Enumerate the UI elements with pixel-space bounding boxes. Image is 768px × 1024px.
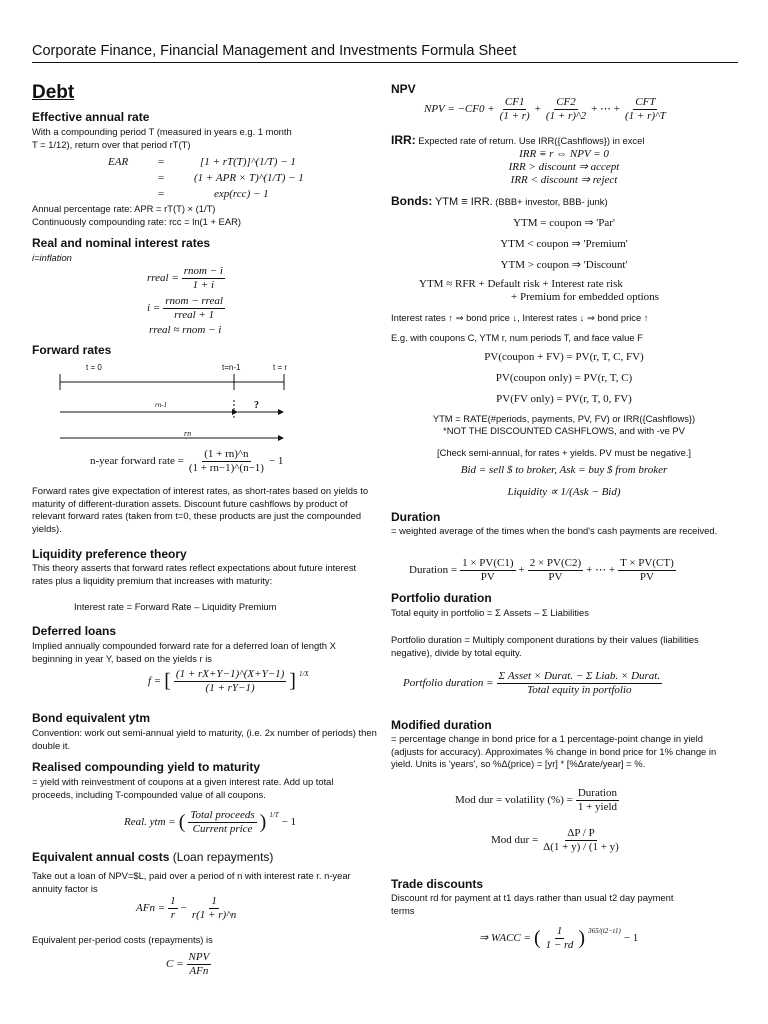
- real-rate-eq: [147, 265, 225, 292]
- portfolio-equity-line: Total equity in portfolio = Σ Assets – Σ Liabilities: [391, 607, 589, 618]
- portfolio-eq: [403, 670, 662, 697]
- irr-heading: IRR:: [391, 133, 416, 147]
- inflation-eq: [147, 295, 225, 322]
- eac-desc-2: Equivalent per-period costs (repayments) is: [32, 934, 213, 945]
- trade-desc: Discount rd for payment at t1 days rather than usual t2 day payment terms: [391, 892, 674, 916]
- bey-heading: Bond equivalent ytm: [32, 711, 151, 725]
- npv-lhs: NPV = −CF0 +: [424, 103, 495, 115]
- annuity-b-den: r(1 + r)^n: [191, 909, 237, 921]
- eac-desc: Take out a loan of NPV=$L, paid over a period of n with interest rate r. n-year annuity factor is: [32, 870, 351, 894]
- inflation-lhs: i =: [147, 302, 161, 314]
- wacc-exponent: 365/(t2−t1): [588, 927, 621, 935]
- duration-heading: Duration: [391, 510, 441, 524]
- forward-heading: Forward rates: [32, 343, 112, 357]
- mod-dur-1-fraction: [576, 787, 619, 814]
- eac-heading-tail: (Loan repayments): [169, 850, 274, 864]
- realised-tail: − 1: [281, 816, 297, 828]
- annuity-b-num: 1: [211, 895, 217, 907]
- forward-rate-num: (1 + rn)^n: [204, 448, 249, 460]
- annuity-a-num: 1: [170, 895, 176, 907]
- duration-t2-num: 2 × PV(C2): [529, 557, 582, 569]
- bonds-heading-tail: YTM ≡ IRR.: [434, 196, 493, 208]
- inflation-note: i=inflation: [32, 252, 72, 263]
- realised-exponent: 1/T: [269, 811, 279, 819]
- npv-dots: + ⋯ +: [591, 103, 620, 115]
- ear-heading: Effective annual rate: [32, 110, 150, 124]
- npv-t2-den: (1 + r)^2: [545, 110, 587, 122]
- rn1-arrowhead: [232, 409, 238, 415]
- mod-dur-1-den: 1 + yield: [577, 801, 618, 813]
- annuity-eq: [136, 895, 238, 922]
- ytm-risk-1: YTM ≈ RFR + Default risk + Interest rate risk: [419, 278, 623, 290]
- deferred-den: (1 + rY−1): [205, 682, 255, 694]
- wacc-tail: − 1: [623, 932, 639, 944]
- annuity-a-den: r: [170, 909, 176, 921]
- eac-heading-main: Equivalent annual costs: [32, 850, 170, 864]
- ytm-rate-line: YTM = RATE(#periods, payments, PV, FV) or IRR({Cashflows}): [432, 413, 696, 424]
- coupon-example-line: E.g. with coupons C, YTM r, num periods T, and face value F: [391, 332, 643, 343]
- interest-rate-line: Interest rates ↑ ⇒ bond price ↓, Interest rates ↓ ⇒ bond price ↑: [391, 312, 649, 323]
- realised-fraction: [188, 809, 256, 836]
- npv-t2-num: CF2: [556, 96, 576, 108]
- deferred-heading: Deferred loans: [32, 624, 117, 638]
- forward-rate-eq: [90, 448, 283, 475]
- repayment-den: AFn: [189, 965, 209, 977]
- inflation-den: rreal + 1: [174, 309, 215, 321]
- ear-eq-sign-2: =: [158, 172, 165, 184]
- ear-text-1: With a compounding period T (measured in years e.g. 1 month: [32, 126, 292, 137]
- irr-line: [391, 134, 737, 148]
- mod-dur-2-den: Δ(1 + y) / (1 + y): [543, 841, 619, 853]
- deferred-eq: [148, 668, 309, 695]
- npv-term-2: [544, 96, 588, 123]
- repayment-fraction: [187, 951, 212, 978]
- portfolio-lhs: Portfolio duration =: [403, 677, 494, 689]
- annuity-minus: −: [180, 902, 187, 914]
- ear-lhs: EAR: [108, 156, 129, 168]
- wacc-paren-open: (: [533, 927, 541, 949]
- forward-rate-label: n-year forward rate =: [90, 455, 184, 467]
- irr-rule-2: IRR > discount ⇒ accept: [508, 161, 620, 173]
- forward-timeline-diagram: [32, 370, 377, 460]
- forward-rate-den: (1 + rn−1)^(n−1): [188, 462, 264, 474]
- bonds-heading: Bonds:: [391, 194, 433, 208]
- bonds-note: (BBB+ investor, BBB- junk): [495, 196, 608, 207]
- realised-heading: Realised compounding yield to maturity: [32, 760, 261, 774]
- realised-num: Total proceeds: [190, 809, 255, 821]
- npv-term-1: [498, 96, 532, 123]
- deferred-bracket-open: [: [164, 670, 171, 692]
- duration-t1-den: PV: [480, 571, 495, 583]
- npv-t1-num: CF1: [504, 96, 525, 108]
- timeline-tr: t = r: [273, 363, 288, 372]
- annuity-frac-b: [190, 895, 238, 922]
- real-rate-fraction: [182, 265, 225, 292]
- rn-arrowhead: [278, 435, 284, 441]
- realised-paren-close: ): [259, 811, 267, 833]
- wacc-paren-close: ): [578, 927, 586, 949]
- sheet-title: Corporate Finance, Financial Management and Investments Formula Sheet: [32, 43, 517, 59]
- npv-tT-den: (1 + r)^T: [625, 110, 666, 122]
- portfolio-num: Σ Asset × Durat. − Σ Liab. × Durat.: [498, 670, 661, 682]
- mod-dur-1-lhs: Mod dur = volatility (%) =: [455, 794, 573, 806]
- duration-t2-den: PV: [548, 571, 563, 583]
- ear-rhs-1: [1 + rT(T)]^(1/T) − 1: [200, 156, 296, 168]
- deferred-num: (1 + rX+Y−1)^(X+Y−1): [175, 668, 285, 680]
- forward-rate-fraction: [187, 448, 266, 475]
- pv-fv-only: PV(FV only) = PV(r, T, 0, FV): [496, 393, 632, 405]
- wacc-lhs: ⇒ WACC =: [479, 932, 531, 944]
- repayment-num: NPV: [188, 951, 210, 963]
- duration-term-2: [528, 557, 583, 584]
- liquidity-formula: Interest rate = Forward Rate – Liquidity Premium: [74, 601, 277, 612]
- repayment-eq: [166, 951, 211, 978]
- duration-dots: + ⋯ +: [586, 564, 616, 576]
- ear-eq-sign-1: =: [158, 156, 165, 168]
- duration-lhs: Duration =: [409, 564, 458, 576]
- realised-den: Current price: [192, 823, 253, 835]
- label-rn: rn: [184, 429, 192, 438]
- title-rule: [32, 62, 738, 63]
- wacc-fraction: [544, 925, 576, 952]
- check-semiannual: [Check semi-annual, for rates + yields. PV must be negative.]: [436, 447, 692, 458]
- wacc-den: 1 − rd: [545, 939, 574, 951]
- duration-tT-num: T × PV(CT): [620, 557, 674, 569]
- liquidity-heading: Liquidity preference theory: [32, 547, 187, 561]
- forward-rate-tail: − 1: [268, 455, 284, 467]
- irr-rule-3: IRR < discount ⇒ reject: [510, 174, 618, 186]
- modified-heading: Modified duration: [391, 718, 492, 732]
- repayment-lhs: C =: [166, 958, 184, 970]
- irr-rule-1: IRR ≡ r ⇔ NPV = 0: [519, 148, 609, 160]
- inflation-fraction: [163, 295, 225, 322]
- eac-heading: [32, 850, 273, 864]
- duration-t1-num: 1 × PV(C1): [462, 557, 514, 569]
- portfolio-fraction: [497, 670, 663, 697]
- realised-paren-open: (: [178, 811, 186, 833]
- mod-dur-2-fraction: [541, 827, 621, 854]
- modified-desc: = percentage change in bond price for a 1 percentage-point change in yield (adjusts for accuracy). Approximates % change in bond price for 1% change in yield. Units is 'years', so %Δ(price) = [yr] * [%Δrate/year] = %.: [391, 733, 717, 770]
- ear-eq-sign-3: =: [158, 188, 165, 200]
- duration-term-1: [460, 557, 515, 584]
- ear-rhs-2: (1 + APR × T)^(1/T) − 1: [194, 172, 304, 184]
- realised-desc: = yield with reinvestment of coupons at a given interest rate. Add up total proceeds, including T-compounded value of all coupons.: [32, 776, 334, 800]
- deferred-fraction: [174, 668, 286, 695]
- deferred-bracket-close: ]: [289, 670, 296, 692]
- npv-term-T: [623, 96, 668, 123]
- trade-heading: Trade discounts: [391, 877, 484, 891]
- mod-dur-2-lhs: Mod dur =: [491, 834, 539, 846]
- wacc-eq: [479, 925, 638, 952]
- npv-heading: NPV: [391, 82, 416, 96]
- bey-desc: Convention: work out semi-annual yield to maturity, (i.e. 2x number of periods) then double it.: [32, 727, 377, 751]
- annuity-lhs: AFn =: [136, 902, 166, 914]
- forward-desc: Forward rates give expectation of interest rates, as short-rates based on yields to maturity of different-duration assets. Discount future cashflows by product of relevant forward rates (taken from t=0, these products are just the compounded yields).: [32, 485, 369, 534]
- realised-lhs: Real. ytm =: [124, 816, 176, 828]
- duration-desc: = weighted average of the times when the bond's cash payments are received.: [391, 525, 718, 536]
- mod-dur-2-num: ΔP / P: [567, 827, 595, 839]
- real-rate-lhs: rreal =: [147, 272, 179, 284]
- portfolio-den: Total equity in portfolio: [527, 684, 632, 696]
- annuity-frac-a: [168, 895, 178, 922]
- duration-tT-den: PV: [639, 571, 654, 583]
- portfolio-desc: Portfolio duration = Multiply component durations by their values (liabilities negative), divide by total equity.: [391, 634, 699, 658]
- real-rate-num: rnom − i: [183, 265, 223, 277]
- deferred-lhs: f =: [148, 675, 162, 687]
- ear-text-2: T = 1/12), return over that period rT(T): [32, 139, 191, 150]
- bid-ask-line: Bid = sell $ to broker, Ask = buy $ from broker: [460, 464, 668, 476]
- real-approx: rreal ≈ rnom − i: [149, 324, 222, 336]
- inflation-num: rnom − rreal: [165, 295, 223, 307]
- liquidity-desc: This theory asserts that forward rates reflect expectations about future interest rates plus a liquidity premium that increases with maturity:: [32, 562, 357, 586]
- npv-t1-den: (1 + r): [499, 110, 530, 122]
- not-discounted-line: *NOT THE DISCOUNTED CASHFLOWS, and with -ve PV: [443, 425, 685, 436]
- npv-eq: [424, 96, 668, 123]
- ytm-premium: YTM < coupon ⇒ 'Premium': [500, 238, 628, 250]
- bonds-line: [391, 195, 737, 209]
- wacc-num: 1: [556, 925, 563, 937]
- debt-heading: Debt: [32, 82, 75, 103]
- apr-line: Annual percentage rate: APR = rT(T) × (1/T): [32, 203, 216, 214]
- pv-coupon-fv: PV(coupon + FV) = PV(r, T, C, FV): [484, 351, 644, 363]
- label-rn1: rn-1: [155, 401, 168, 409]
- real-heading: Real and nominal interest rates: [32, 236, 211, 250]
- real-rate-den: 1 + i: [192, 279, 215, 291]
- mod-dur-eq-1: [455, 787, 619, 814]
- irr-desc: Expected rate of return. Use IRR({Cashflows}) in excel: [418, 135, 645, 146]
- deferred-desc: Implied annually compounded forward rate for a deferred loan of length X beginning in year Y, based on the yields r is: [32, 640, 336, 664]
- mod-dur-1-num: Duration: [577, 787, 617, 799]
- ytm-risk-2: + Premium for embedded options: [511, 291, 659, 303]
- timeline-t0: t = 0: [86, 363, 102, 372]
- npv-tT-num: CFT: [635, 96, 656, 108]
- deferred-exponent: 1/X: [298, 670, 309, 678]
- pv-coupon-only: PV(coupon only) = PV(r, T, C): [495, 372, 633, 384]
- cc-line: Continuously compounding rate: rcc = ln(1 + EAR): [32, 216, 241, 227]
- timeline-tn1: t=n-1: [222, 363, 241, 372]
- liquidity-line: Liquidity ∝ 1/(Ask − Bid): [507, 486, 621, 498]
- ytm-par: YTM = coupon ⇒ 'Par': [513, 217, 615, 229]
- mod-dur-eq-2: [491, 827, 621, 854]
- ear-rhs-3: exp(rcc) − 1: [214, 188, 269, 200]
- ytm-discount: YTM > coupon ⇒ 'Discount': [500, 259, 628, 271]
- duration-term-T: [618, 557, 676, 584]
- duration-plus: +: [518, 564, 525, 576]
- npv-plus: +: [534, 103, 541, 115]
- label-question: ?: [254, 400, 259, 411]
- realised-eq: [124, 809, 296, 836]
- duration-eq: [409, 557, 676, 584]
- portfolio-heading: Portfolio duration: [391, 591, 492, 605]
- unknown-arrowhead: [278, 409, 284, 415]
